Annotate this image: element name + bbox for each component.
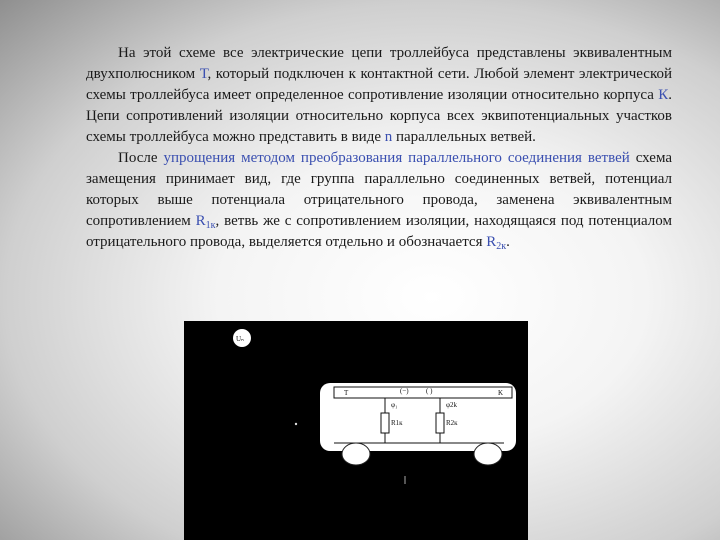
label-minus-terminal: (−) <box>400 387 409 395</box>
contact-bus <box>334 387 512 398</box>
label-T: T <box>344 389 349 397</box>
r1-base: R <box>195 213 206 229</box>
slide-text <box>86 43 672 253</box>
label-voltage: Uₙ <box>236 335 244 343</box>
trolleybus-circuit-figure <box>184 321 528 540</box>
resistor-R1k <box>381 413 389 433</box>
front-wheel <box>342 443 370 465</box>
resistor-R2k <box>436 413 444 433</box>
simplification-link[interactable]: упрощения методом преобразования параллельного соединения ветвей <box>163 150 630 166</box>
symbol-n: n <box>384 129 393 145</box>
label-R1k: R1к <box>391 419 403 427</box>
label-other-terminal: ( ) <box>426 387 433 395</box>
paragraph-1-text-d: параллельных ветвей. <box>392 129 536 145</box>
paragraph-1-text-c: . Цепи сопротивлений изоляции относительно корпуса всех эквипотенциальных участков схемы троллейбуса можно представить в виде <box>86 87 672 145</box>
r2-base: R <box>486 234 497 250</box>
label-R2k: R2к <box>446 419 458 427</box>
resistance-R2k <box>486 234 506 250</box>
paragraph-1-text-b: , который подключен к контактной сети. Любой элемент электрической схемы троллейбуса имеет определенное сопротивление изоляции относительно корпуса <box>86 66 672 103</box>
paragraph-2-text-c: , ветвь же с сопротивлением изоляции, находящаяся под потенциалом отрицательного провода, выделяется отдельно и обозначается <box>86 213 672 250</box>
label-phi-1: φ₁ <box>391 401 398 409</box>
r2-sub: 2к <box>496 241 507 252</box>
paragraph-1 <box>86 43 672 148</box>
paragraph-2-text-b: схема замещения принимает вид, где группа параллельно соединенных ветвей, потенциал которых выше потенциала отрицательного провода, заменена эквивалентным сопротивлением <box>86 150 672 229</box>
label-phi-2: φ2k <box>446 401 458 409</box>
resistance-R1k <box>196 213 216 229</box>
speck-1 <box>295 423 297 425</box>
symbol-T: Т <box>199 66 208 82</box>
paragraph-2-text-d: . <box>506 234 510 250</box>
label-K: K <box>498 389 504 397</box>
paragraph-2-text-a: После <box>118 150 164 166</box>
symbol-K: К <box>658 87 669 103</box>
circuit-diagram <box>184 321 528 540</box>
paragraph-2 <box>86 148 672 253</box>
rear-wheel <box>474 443 502 465</box>
paragraph-1-text-a: На этой схеме все электрические цепи троллейбуса представлены эквивалентным двухполюсником <box>86 45 672 82</box>
r1-sub: 1к <box>205 220 216 231</box>
